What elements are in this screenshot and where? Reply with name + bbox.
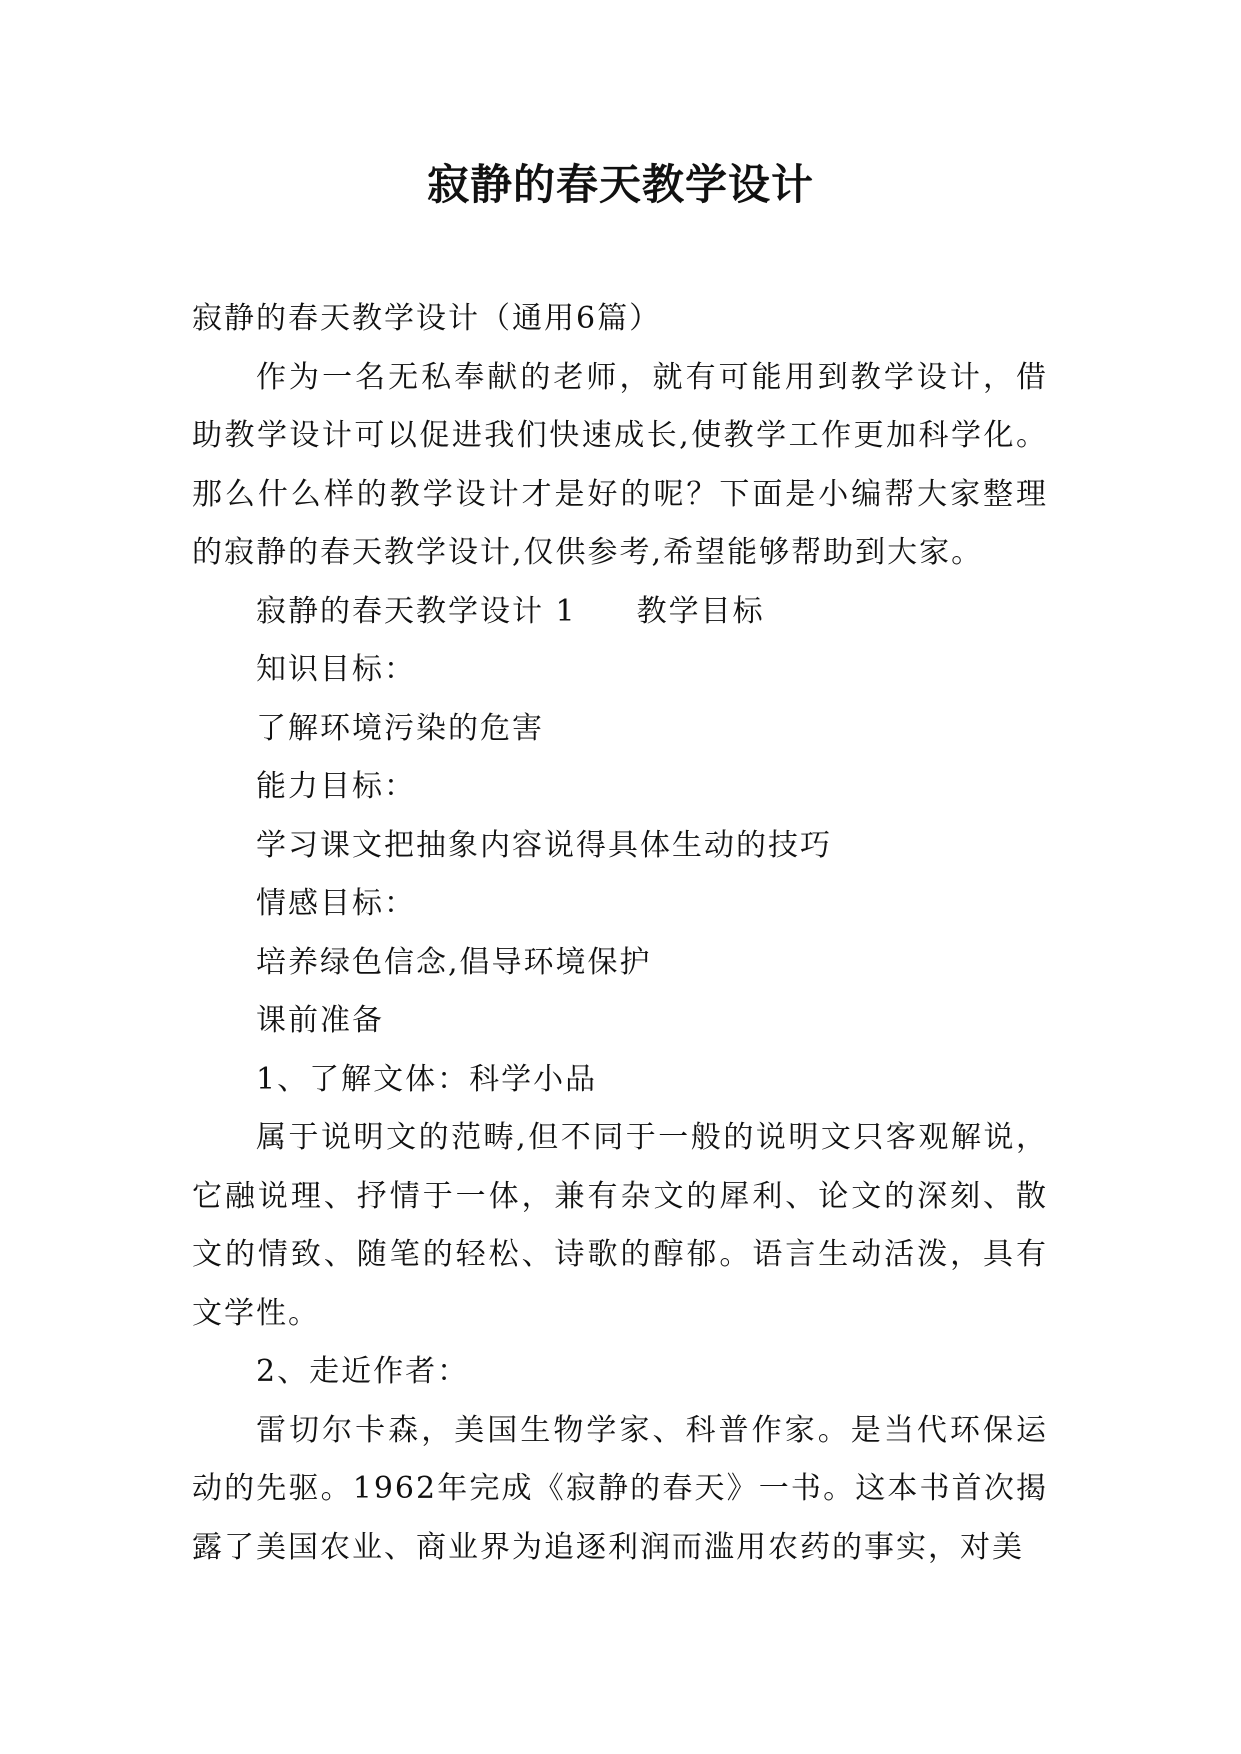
emotion-goal-text: 培养绿色信念,倡导环境保护 xyxy=(256,944,652,980)
knowledge-goal-label: 知识目标： xyxy=(256,652,416,687)
emotion-goal-label: 情感目标： xyxy=(256,886,416,921)
genre-item: 1、了解文体：科学小品 xyxy=(256,1061,598,1097)
section-heading xyxy=(192,583,1048,642)
genre-description: 属于说明文的范畴,但不同于一般的说明文只客观解说，它融说理、抒情于一体，兼有杂文的犀利、论文的深刻、散文的情致、随笔的轻松、诗歌的醇郁。语言生动活泼，具有文学性。 xyxy=(192,1120,1048,1331)
author-description: 雷切尔卡森，美国生物学家、科普作家。是当代环保运动的先驱。1962年完成《寂静的春天》一书。这本书首次揭露了美国农业、商业界为追逐利润而滥用农药的事实，对美 xyxy=(192,1412,1048,1565)
subtitle-paragraph: 寂静的春天教学设计（通用6篇） xyxy=(192,301,662,336)
preparation-heading: 课前准备 xyxy=(256,1003,384,1038)
author-item: 2、走近作者： xyxy=(256,1354,470,1389)
document-body xyxy=(192,290,1048,1577)
intro-paragraph: 作为一名无私奉献的老师，就有可能用到教学设计，借助教学设计可以促进我们快速成长,使教学工作更加科学化。那么什么样的教学设计才是好的呢？下面是小编帮大家整理的寂静的春天教学设计,仅供参考,希望能够帮助到大家。 xyxy=(192,359,1048,570)
document-title: 寂静的春天教学设计 xyxy=(426,160,814,209)
knowledge-goal-text: 了解环境污染的危害 xyxy=(256,710,544,746)
ability-goal-label: 能力目标： xyxy=(256,769,416,804)
ability-goal-text: 学习课文把抽象内容说得具体生动的技巧 xyxy=(256,827,832,863)
section-heading-title: 寂静的春天教学设计 1 xyxy=(256,593,577,629)
section-heading-subtitle: 教学目标 xyxy=(636,593,765,629)
